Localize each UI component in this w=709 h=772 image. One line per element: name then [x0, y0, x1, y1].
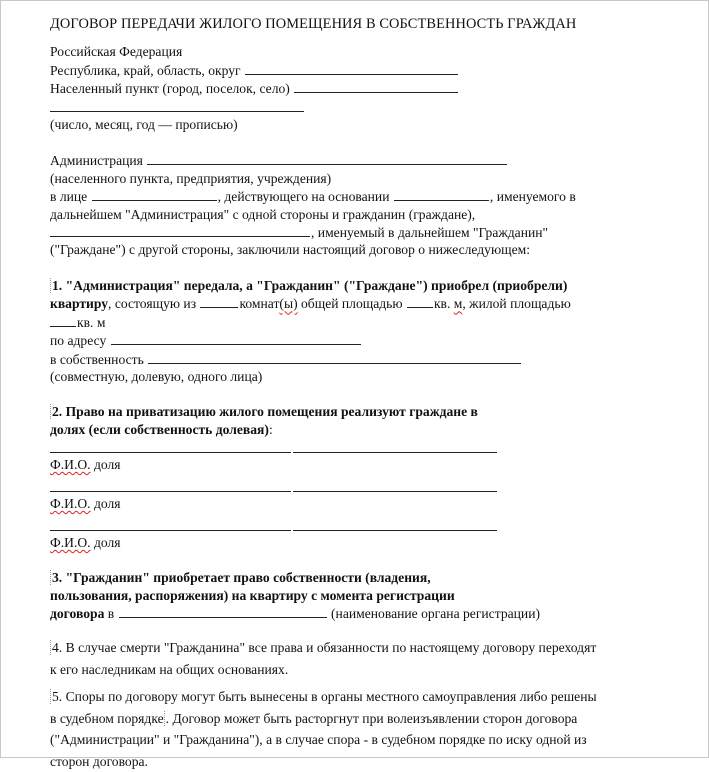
spacer	[50, 385, 650, 403]
section1-apartment-line: квартиру, состоящую из комнат(ы) общей площадью кв. м, жилой площадью	[50, 296, 571, 312]
citizen-blank[interactable]	[50, 223, 310, 237]
section5-paragraph: 5. Споры по договору могут быть вынесены в органы местного самоуправления либо решены в судебном порядке . Договор может быть расторгнут при волеизъявлении сторон договора ("Администрации" и "Гражданина"), а в случае спора - в судебном порядке по иску одной из сторон договора.	[50, 689, 597, 769]
section1-number: 1.	[52, 277, 63, 293]
address-line: по адресу	[50, 331, 650, 349]
section3-heading: 3. "Гражданин" приобретает право собственности (владения,	[52, 570, 431, 586]
share-row-3	[50, 512, 650, 534]
living-area-blank[interactable]	[50, 313, 76, 327]
living-area-line: кв. м	[50, 313, 650, 331]
section3-number: 3.	[52, 570, 63, 586]
date-hint: (число, месяц, год — прописью)	[50, 117, 238, 133]
admin-blank[interactable]	[147, 151, 507, 165]
representative-line: в лице , действующего на основании , именуемого в	[50, 189, 576, 205]
country-line: Российская Федерация	[50, 44, 183, 60]
representative-blank[interactable]	[92, 187, 217, 201]
share-label-2: Ф.И.О. доля	[50, 496, 121, 512]
ownership-line: в собственность	[50, 350, 650, 368]
ownership-hint: (совместную, долевую, одного лица)	[50, 368, 263, 384]
share-row-1	[50, 434, 650, 456]
document-title: ДОГОВОР ПЕРЕДАЧИ ЖИЛОГО ПОМЕЩЕНИЯ В СОБСТВЕННОСТЬ ГРАЖДАН	[50, 16, 577, 32]
share-label-3: Ф.И.О. доля	[50, 535, 121, 551]
address-blank[interactable]	[111, 331, 361, 345]
citizen-line: , именуемый в дальнейшем "Гражданин"	[50, 223, 650, 241]
document-body	[50, 16, 650, 772]
fio-blank-3[interactable]	[50, 530, 291, 531]
locality-line: Населенный пункт (город, поселок, село)	[50, 79, 650, 97]
admin-hint: (населенного пункта, предприятия, учреждения)	[50, 170, 332, 186]
share-label-1: Ф.И.О. доля	[50, 457, 121, 473]
further-admin-line: дальнейшем "Администрация" с одной стороны и гражданин (граждане),	[50, 206, 476, 222]
admin-line: Администрация	[50, 151, 650, 169]
spacer	[50, 133, 650, 151]
region-line: Республика, край, область, округ	[50, 61, 650, 79]
rooms-blank[interactable]	[200, 294, 238, 308]
registration-authority-blank[interactable]	[119, 604, 327, 618]
fio-blank-1[interactable]	[50, 452, 291, 453]
share-row-2	[50, 473, 650, 495]
section2-number: 2.	[52, 404, 63, 420]
spacer	[50, 622, 650, 637]
spacer	[50, 551, 650, 569]
section4-paragraph: 4. В случае смерти "Гражданина" все права и обязанности по настоящему договору переходят к его наследникам на общих основаниях.	[50, 640, 597, 677]
date-line	[50, 98, 650, 116]
section4-number: 4.	[52, 640, 63, 656]
basis-blank[interactable]	[394, 187, 489, 201]
share-blank-3[interactable]	[293, 530, 497, 531]
section5-number: 5.	[52, 689, 63, 705]
region-blank[interactable]	[245, 61, 458, 75]
total-area-blank[interactable]	[407, 294, 433, 308]
fio-blank-2[interactable]	[50, 491, 291, 492]
section2-heading: 2. Право на приватизацию жилого помещения реализуют граждане в	[52, 404, 478, 420]
closing-line: ("Граждане") с другой стороны, заключили настоящий договор о нижеследующем:	[50, 242, 531, 258]
section1-heading: 1. "Администрация" передала, а "Гражданин" ("Граждане") приобрел (приобрели)	[52, 277, 568, 293]
share-blank-2[interactable]	[293, 491, 497, 492]
locality-blank[interactable]	[294, 79, 458, 93]
section3-registration-line: договора в (наименование органа регистрации)	[50, 605, 540, 621]
date-blank[interactable]	[50, 98, 304, 112]
share-blank-1[interactable]	[293, 452, 497, 453]
spacer	[50, 259, 650, 277]
ownership-blank[interactable]	[148, 350, 521, 364]
section3-line-b: пользования, распоряжения) на квартиру с момента регистрации	[50, 587, 455, 603]
section2-shares-line: долях (если собственность долевая):	[50, 421, 273, 437]
